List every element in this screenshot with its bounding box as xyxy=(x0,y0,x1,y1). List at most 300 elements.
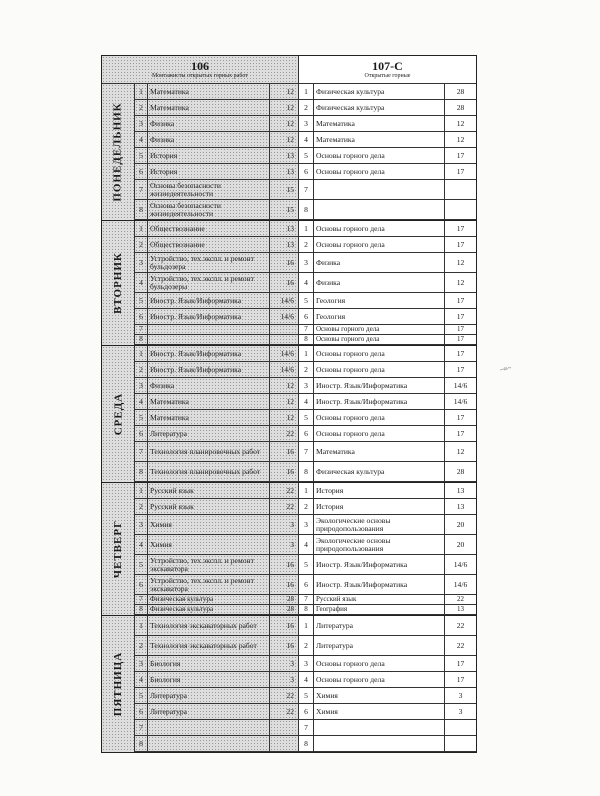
subject-107c: Основы горного дела xyxy=(314,335,445,344)
room-106: 3 xyxy=(270,672,299,687)
lesson-row xyxy=(102,462,476,482)
lesson-number-106: 6 xyxy=(135,575,148,594)
subject-107c: Иностр. Язык/Информатика xyxy=(314,555,445,574)
subject-106: Литература xyxy=(148,704,270,719)
day-name: ПОНЕДЕЛЬНИК xyxy=(112,102,125,202)
lesson-number-107c: 7 xyxy=(299,442,314,461)
lesson-row xyxy=(102,426,476,442)
lesson-number-107c: 1 xyxy=(299,616,314,635)
subject-106: Математика xyxy=(148,394,270,409)
lesson-number-106: 6 xyxy=(135,704,148,719)
day-block xyxy=(102,616,476,752)
room-107c: 20 xyxy=(456,539,465,549)
subject-106 xyxy=(148,335,270,344)
room-107c: 12 xyxy=(456,446,465,456)
room-106: 12 xyxy=(270,116,299,131)
room-107c: 14/6 xyxy=(453,559,468,569)
lesson-row xyxy=(102,100,476,116)
lesson-number-106: 6 xyxy=(135,309,148,324)
subject-107c: Физическая культура xyxy=(314,462,445,481)
room-107c: 14/6 xyxy=(453,396,468,406)
lesson-number-106: 2 xyxy=(135,499,148,514)
subject-106: Литература xyxy=(148,426,270,441)
subject-106: Физическая культура xyxy=(148,605,270,614)
lesson-number-107c: 3 xyxy=(299,116,314,131)
lesson-row xyxy=(102,335,476,345)
subject-106: Основы безопасности жизнедеятельности xyxy=(148,200,270,219)
subject-107c: Основы горного дела xyxy=(314,346,445,361)
lesson-row xyxy=(102,180,476,200)
group-107c-subtitle: Открытые горные xyxy=(364,72,411,79)
subject-107c xyxy=(314,736,445,751)
group-107c-header xyxy=(299,56,476,83)
subject-106: Устройство, тех.экспл. и ремонт экскаватора xyxy=(148,555,270,574)
subject-107c: Основы горного дела xyxy=(314,672,445,687)
lesson-row xyxy=(102,605,476,615)
lesson-number-106: 5 xyxy=(135,688,148,703)
lesson-number-107c: 5 xyxy=(299,688,314,703)
lesson-number-107c: 2 xyxy=(299,499,314,514)
subject-107c: Основы горного дела xyxy=(314,362,445,377)
subject-106: Иностр. Язык/Информатика xyxy=(148,362,270,377)
lesson-number-107c: 1 xyxy=(299,221,314,236)
subject-107c xyxy=(314,180,445,199)
room-106: 28 xyxy=(270,605,299,614)
subject-106: Технология планировочных работ xyxy=(148,462,270,481)
lesson-number-107c: 6 xyxy=(299,426,314,441)
subject-107c: Литература xyxy=(314,636,445,655)
lesson-number-107c: 3 xyxy=(299,253,314,272)
lesson-number-107c: 4 xyxy=(299,273,314,292)
subject-107c: Основы горного дела xyxy=(314,164,445,179)
subject-106: Физика xyxy=(148,378,270,393)
subject-107c: Математика xyxy=(314,132,445,147)
lesson-number-107c: 7 xyxy=(299,180,314,199)
room-106: 13 xyxy=(270,148,299,163)
lesson-row xyxy=(102,84,476,100)
room-107c: 28 xyxy=(456,466,465,476)
room-107c xyxy=(445,200,476,219)
room-106: 12 xyxy=(270,100,299,115)
room-106: 14/6 xyxy=(270,362,299,377)
subject-106: История xyxy=(148,164,270,179)
room-107c: 17 xyxy=(457,325,464,333)
lesson-number-106: 5 xyxy=(135,148,148,163)
room-106: 22 xyxy=(270,483,299,498)
lesson-number-107c: 2 xyxy=(299,636,314,655)
subject-107c: Физическая культура xyxy=(314,100,445,115)
subject-107c: Русский язык xyxy=(314,595,445,604)
lesson-row xyxy=(102,483,476,499)
room-106: 16 xyxy=(270,462,299,481)
lesson-row xyxy=(102,688,476,704)
subject-106: Основы безопасности жизнедеятельности xyxy=(148,180,270,199)
lesson-number-106: 2 xyxy=(135,237,148,252)
room-106 xyxy=(270,325,299,334)
subject-107c: Физическая культура xyxy=(314,84,445,99)
day-label xyxy=(102,483,135,615)
room-107c: 3 xyxy=(458,690,463,700)
subject-107c: История xyxy=(314,499,445,514)
lesson-number-106: 4 xyxy=(135,535,148,554)
lesson-number-106: 1 xyxy=(135,346,148,361)
lesson-row xyxy=(102,555,476,575)
subject-107c: Химия xyxy=(314,688,445,703)
day-label xyxy=(102,616,135,752)
lesson-number-106: 1 xyxy=(135,221,148,236)
room-106: 13 xyxy=(270,237,299,252)
subject-107c: Литература xyxy=(314,616,445,635)
subject-107c: Основы горного дела xyxy=(314,325,445,334)
subject-107c xyxy=(314,200,445,219)
lesson-row xyxy=(102,346,476,362)
subject-107c: Химия xyxy=(314,704,445,719)
subject-106 xyxy=(148,325,270,334)
lesson-number-107c: 6 xyxy=(299,575,314,594)
lesson-number-106: 7 xyxy=(135,595,148,604)
room-107c: 20 xyxy=(456,519,465,529)
lesson-row xyxy=(102,273,476,293)
room-107c: 12 xyxy=(456,257,465,267)
margin-scribble: ~≈~ xyxy=(499,363,513,375)
room-107c: 28 xyxy=(456,102,465,112)
room-107c: 17 xyxy=(456,348,465,358)
lesson-number-106: 7 xyxy=(135,180,148,199)
lesson-number-107c: 1 xyxy=(299,483,314,498)
subject-107c: Основы горного дела xyxy=(314,221,445,236)
day-label xyxy=(102,221,135,345)
lesson-row xyxy=(102,595,476,605)
room-106: 16 xyxy=(270,555,299,574)
lesson-row xyxy=(102,656,476,672)
lesson-number-107c: 2 xyxy=(299,362,314,377)
room-106: 22 xyxy=(270,426,299,441)
lesson-number-106: 3 xyxy=(135,378,148,393)
lesson-row xyxy=(102,221,476,237)
room-107c: 17 xyxy=(456,295,465,305)
subject-107c: Основы горного дела xyxy=(314,656,445,671)
room-106: 22 xyxy=(270,688,299,703)
room-106 xyxy=(270,736,299,751)
subject-106: Технология планировочных работ xyxy=(148,442,270,461)
subject-106: Устройство, тех.экспл. и ремонт бульдозеры xyxy=(148,273,270,292)
room-107c: 17 xyxy=(456,674,465,684)
day-name: ПЯТНИЦА xyxy=(112,651,125,717)
room-106 xyxy=(270,335,299,344)
room-107c: 12 xyxy=(456,118,465,128)
lesson-number-106: 8 xyxy=(135,736,148,751)
room-106: 28 xyxy=(270,595,299,604)
lesson-number-107c: 4 xyxy=(299,535,314,554)
room-107c: 17 xyxy=(456,658,465,668)
lesson-row xyxy=(102,116,476,132)
lesson-row xyxy=(102,132,476,148)
room-107c: 22 xyxy=(456,620,465,630)
lesson-number-106: 1 xyxy=(135,483,148,498)
room-106: 14/6 xyxy=(270,309,299,324)
lesson-number-106: 3 xyxy=(135,656,148,671)
lesson-number-107c: 2 xyxy=(299,237,314,252)
lesson-number-106: 4 xyxy=(135,132,148,147)
lesson-number-106: 2 xyxy=(135,636,148,655)
lesson-row xyxy=(102,362,476,378)
lesson-number-107c: 6 xyxy=(299,164,314,179)
room-106: 16 xyxy=(270,253,299,272)
lesson-number-106: 8 xyxy=(135,462,148,481)
room-107c: 14/6 xyxy=(453,579,468,589)
subject-107c: История xyxy=(314,483,445,498)
subject-106: Химия xyxy=(148,535,270,554)
subject-106: Устройство, тех.экспл. и ремонт экскаватора xyxy=(148,575,270,594)
subject-106: Математика xyxy=(148,84,270,99)
lesson-row xyxy=(102,636,476,656)
lesson-number-107c: 3 xyxy=(299,515,314,534)
room-106 xyxy=(270,720,299,735)
room-107c: 17 xyxy=(456,412,465,422)
subject-107c: Экологические основы природопользования xyxy=(314,535,445,554)
subject-106: Технология экскаваторных работ xyxy=(148,616,270,635)
group-106-title: 106 xyxy=(191,58,209,73)
lesson-number-106: 6 xyxy=(135,164,148,179)
subject-107c: Основы горного дела xyxy=(314,426,445,441)
room-107c xyxy=(445,736,476,751)
subject-106: Биология xyxy=(148,656,270,671)
lesson-number-106: 2 xyxy=(135,362,148,377)
lesson-number-106: 8 xyxy=(135,605,148,614)
lesson-number-107c: 7 xyxy=(299,325,314,334)
subject-106: Физика xyxy=(148,116,270,131)
room-106: 16 xyxy=(270,636,299,655)
room-107c: 12 xyxy=(456,134,465,144)
lesson-number-107c: 7 xyxy=(299,720,314,735)
lesson-number-106: 6 xyxy=(135,426,148,441)
lesson-row xyxy=(102,200,476,220)
room-106: 16 xyxy=(270,273,299,292)
lesson-number-107c: 8 xyxy=(299,335,314,344)
subject-107c: Геология xyxy=(314,309,445,324)
subject-107c: Геология xyxy=(314,293,445,308)
room-106: 12 xyxy=(270,132,299,147)
lesson-number-107c: 1 xyxy=(299,84,314,99)
day-name: СРЕДА xyxy=(112,392,125,436)
room-107c: 17 xyxy=(456,311,465,321)
day-block xyxy=(102,84,476,220)
room-107c: 17 xyxy=(456,428,465,438)
lesson-number-106: 3 xyxy=(135,116,148,131)
lesson-row xyxy=(102,309,476,325)
subject-107c: География xyxy=(314,605,445,614)
lesson-number-106: 5 xyxy=(135,410,148,425)
lesson-number-106: 5 xyxy=(135,293,148,308)
room-106: 3 xyxy=(270,656,299,671)
subject-107c xyxy=(314,720,445,735)
subject-107c: Математика xyxy=(314,442,445,461)
subject-106: Русский язык xyxy=(148,499,270,514)
subject-107c: Иностр. Язык/Информатика xyxy=(314,394,445,409)
room-107c: 17 xyxy=(456,166,465,176)
room-106: 12 xyxy=(270,84,299,99)
room-106: 3 xyxy=(270,535,299,554)
subject-106: Иностр. Язык/Информатика xyxy=(148,309,270,324)
lesson-row xyxy=(102,394,476,410)
lesson-number-106: 8 xyxy=(135,335,148,344)
subject-106: Русский язык xyxy=(148,483,270,498)
lesson-row xyxy=(102,325,476,335)
lesson-number-106: 5 xyxy=(135,555,148,574)
room-106: 22 xyxy=(270,704,299,719)
day-name: ВТОРНИК xyxy=(112,252,124,314)
subject-107c: Основы горного дела xyxy=(314,237,445,252)
lesson-number-107c: 5 xyxy=(299,148,314,163)
lesson-number-106: 3 xyxy=(135,253,148,272)
schedule-table xyxy=(101,55,477,753)
room-107c: 17 xyxy=(456,150,465,160)
lesson-row xyxy=(102,148,476,164)
group-107c-title: 107-С xyxy=(372,58,403,73)
lesson-number-106: 4 xyxy=(135,273,148,292)
lesson-row xyxy=(102,442,476,462)
subject-106: Иностр. Язык/Информатика xyxy=(148,293,270,308)
lesson-number-106: 8 xyxy=(135,200,148,219)
room-106: 14/6 xyxy=(270,346,299,361)
subject-107c: Иностр. Язык/Информатика xyxy=(314,575,445,594)
lesson-row xyxy=(102,293,476,309)
day-label xyxy=(102,84,135,220)
room-106: 16 xyxy=(270,442,299,461)
subject-106 xyxy=(148,720,270,735)
room-107c: 13 xyxy=(456,501,465,511)
room-107c: 28 xyxy=(456,86,465,96)
lesson-row xyxy=(102,720,476,736)
lesson-number-107c: 8 xyxy=(299,605,314,614)
lesson-number-107c: 3 xyxy=(299,378,314,393)
group-106-subtitle: Монтажисты открытых горных работ xyxy=(152,72,248,79)
lesson-number-106: 1 xyxy=(135,84,148,99)
lesson-row xyxy=(102,164,476,180)
lesson-number-107c: 2 xyxy=(299,100,314,115)
schedule-body xyxy=(102,84,476,752)
room-106: 15 xyxy=(270,200,299,219)
lesson-number-107c: 6 xyxy=(299,309,314,324)
lesson-row xyxy=(102,378,476,394)
subject-106: Биология xyxy=(148,672,270,687)
lesson-number-107c: 8 xyxy=(299,736,314,751)
lesson-number-107c: 8 xyxy=(299,462,314,481)
lesson-row xyxy=(102,736,476,752)
lesson-row xyxy=(102,575,476,595)
lesson-number-107c: 3 xyxy=(299,656,314,671)
subject-106: Обществознание xyxy=(148,221,270,236)
room-106: 15 xyxy=(270,180,299,199)
subject-106: Литература xyxy=(148,688,270,703)
room-106: 3 xyxy=(270,515,299,534)
lesson-row xyxy=(102,499,476,515)
room-107c: 12 xyxy=(456,277,465,287)
lesson-number-107c: 4 xyxy=(299,394,314,409)
room-107c: 22 xyxy=(456,640,465,650)
subject-106 xyxy=(148,736,270,751)
room-107c: 13 xyxy=(457,605,464,613)
lesson-number-107c: 4 xyxy=(299,672,314,687)
subject-106: Математика xyxy=(148,410,270,425)
subject-107c: Основы горного дела xyxy=(314,410,445,425)
subject-107c: Математика xyxy=(314,116,445,131)
lesson-number-106: 4 xyxy=(135,672,148,687)
room-107c: 3 xyxy=(458,706,463,716)
subject-107c: Основы горного дела xyxy=(314,148,445,163)
subject-106: Технология экскаваторных работ xyxy=(148,636,270,655)
subject-106: Устройство, тех.экспл. и ремонт бульдозера xyxy=(148,253,270,272)
lesson-number-107c: 1 xyxy=(299,346,314,361)
subject-106: Обществознание xyxy=(148,237,270,252)
room-107c: 17 xyxy=(456,364,465,374)
subject-106: История xyxy=(148,148,270,163)
subject-107c: Физика xyxy=(314,273,445,292)
lesson-number-106: 4 xyxy=(135,394,148,409)
room-107c xyxy=(445,720,476,735)
room-107c xyxy=(445,180,476,199)
subject-106: Физика xyxy=(148,132,270,147)
lesson-number-106: 2 xyxy=(135,100,148,115)
lesson-number-106: 7 xyxy=(135,325,148,334)
lesson-row xyxy=(102,515,476,535)
room-107c: 17 xyxy=(457,335,464,343)
lesson-number-106: 7 xyxy=(135,442,148,461)
lesson-number-107c: 4 xyxy=(299,132,314,147)
subject-106: Химия xyxy=(148,515,270,534)
subject-107c: Экологические основы природопользования xyxy=(314,515,445,534)
day-label xyxy=(102,346,135,482)
day-name: ЧЕТВЕРГ xyxy=(112,519,125,579)
lesson-number-107c: 5 xyxy=(299,555,314,574)
subject-106: Математика xyxy=(148,100,270,115)
room-107c: 17 xyxy=(456,223,465,233)
room-106: 16 xyxy=(270,575,299,594)
lesson-row xyxy=(102,672,476,688)
lesson-row xyxy=(102,253,476,273)
subject-107c: Физика xyxy=(314,253,445,272)
room-106: 14/6 xyxy=(270,293,299,308)
lesson-row xyxy=(102,704,476,720)
room-107c: 13 xyxy=(456,485,465,495)
day-block xyxy=(102,346,476,482)
lesson-number-107c: 5 xyxy=(299,293,314,308)
day-block xyxy=(102,483,476,615)
day-block xyxy=(102,221,476,345)
lesson-number-107c: 5 xyxy=(299,410,314,425)
room-106: 12 xyxy=(270,394,299,409)
header-row xyxy=(102,56,476,84)
subject-106: Иностр. Язык/Информатика xyxy=(148,346,270,361)
lesson-number-106: 1 xyxy=(135,616,148,635)
room-106: 16 xyxy=(270,616,299,635)
room-106: 13 xyxy=(270,221,299,236)
room-106: 13 xyxy=(270,164,299,179)
lesson-number-107c: 6 xyxy=(299,704,314,719)
subject-106: Физическая культура xyxy=(148,595,270,604)
room-106: 12 xyxy=(270,410,299,425)
room-107c: 22 xyxy=(457,595,464,603)
lesson-number-106: 7 xyxy=(135,720,148,735)
lesson-row xyxy=(102,535,476,555)
lesson-row xyxy=(102,237,476,253)
subject-107c: Иностр. Язык/Информатика xyxy=(314,378,445,393)
group-106-header xyxy=(102,56,299,83)
room-106: 22 xyxy=(270,499,299,514)
room-107c: 14/6 xyxy=(453,380,468,390)
lesson-row xyxy=(102,410,476,426)
room-106: 12 xyxy=(270,378,299,393)
